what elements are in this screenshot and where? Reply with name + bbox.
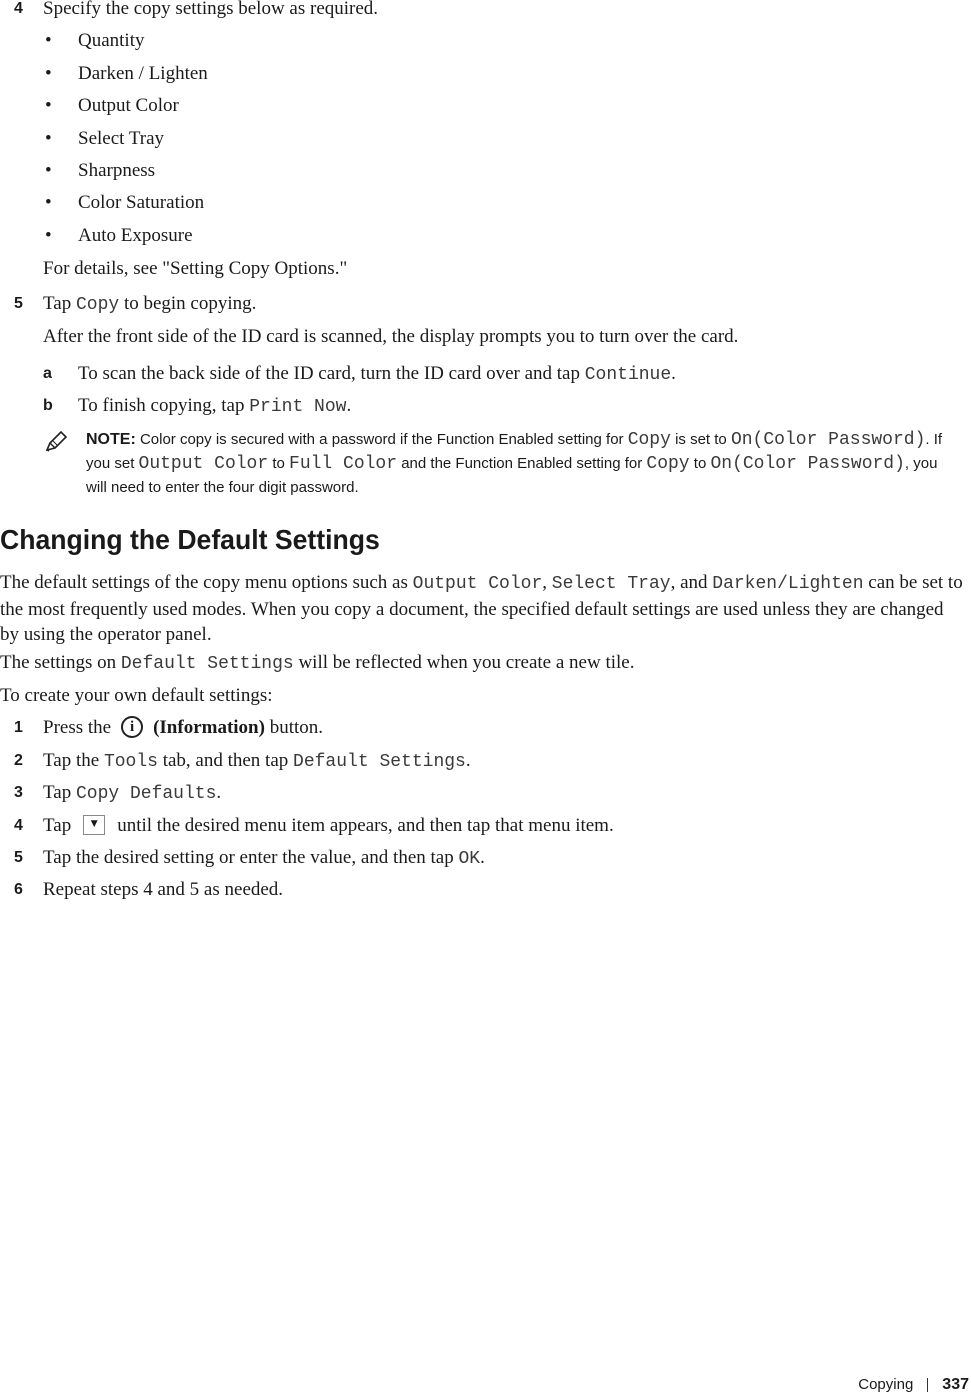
substep-text: To scan the back side of the ID card, turn the ID card over and tap Continue. — [78, 363, 676, 385]
step-explanation: After the front side of the ID card is scanned, the display prompts you to turn over the card. — [43, 326, 739, 347]
note-label: NOTE: — [86, 431, 136, 448]
section-heading: Changing the Default Settings — [0, 524, 380, 555]
bullet: • — [45, 63, 52, 84]
footer-divider — [927, 1378, 928, 1392]
substep-text: To finish copying, tap Print Now. — [78, 395, 352, 417]
step-number: 1 — [14, 719, 23, 736]
bullet: • — [45, 225, 52, 246]
step-number: 5 — [14, 295, 23, 312]
step-number: 3 — [14, 784, 23, 801]
step-text: Repeat steps 4 and 5 as needed. — [43, 879, 284, 900]
bullet: • — [45, 30, 52, 51]
paragraph: The default settings of the copy menu options such as Output Color, Select Tray, and Darken/Lighten can be set to the most frequently used modes. When you copy a document, the specified default settings are used unless they are changed by using the operator panel. — [0, 572, 963, 645]
paragraph: The settings on Default Settings will be reflected when you create a new tile. — [0, 652, 635, 674]
list-item: Sharpness — [78, 160, 156, 181]
bullet: • — [45, 192, 52, 213]
pencil-icon — [44, 431, 68, 453]
step-text: Press the i (Information) button. — [43, 717, 324, 738]
step-number: 4 — [14, 0, 23, 17]
step-number: 4 — [14, 817, 23, 834]
ui-command: Print Now — [249, 397, 347, 417]
list-item: Output Color — [78, 95, 179, 116]
step-text: Tap Copy to begin copying. — [43, 293, 257, 315]
bullet: • — [45, 95, 52, 116]
step-text: Tap the desired setting or enter the value, and then tap OK. — [43, 847, 485, 869]
note-box: NOTE: Color copy is secured with a password if the Function Enabled setting for Copy is set to On(Color Password). If you set Output Color to Full Color and the Function Enabled setting for Copy to On(Color Password), you will need to enter the four digit password. — [86, 430, 943, 496]
step-text: Specify the copy settings below as required. — [43, 0, 379, 19]
list-item: Darken / Lighten — [78, 63, 208, 84]
step-number: 5 — [14, 849, 23, 866]
paragraph: To create your own default settings: — [0, 685, 273, 706]
page-footer — [858, 1374, 969, 1396]
ui-command: Copy — [75, 295, 120, 315]
list-item: Auto Exposure — [78, 225, 193, 246]
scroll-down-button-icon: ▼ — [83, 815, 105, 835]
step-text: Tap the Tools tab, and then tap Default Settings. — [43, 750, 471, 772]
bullet: • — [45, 128, 52, 149]
bullet: • — [45, 160, 52, 181]
list-item: Select Tray — [78, 128, 165, 149]
substep-label: a — [43, 365, 52, 382]
details-reference: For details, see "Setting Copy Options." — [43, 258, 348, 279]
step-number: 6 — [14, 881, 23, 898]
step-text: Tap Copy Defaults. — [43, 782, 222, 804]
step-text: Tap ▼ until the desired menu item appears, and then tap that menu item. — [43, 815, 614, 836]
list-item: Color Saturation — [78, 192, 205, 213]
ui-command: Continue — [584, 365, 672, 385]
footer-section: Copying — [858, 1376, 914, 1393]
page-number: 337 — [942, 1376, 969, 1393]
substep-label: b — [43, 397, 53, 414]
information-icon: i — [121, 716, 143, 738]
step-number: 2 — [14, 752, 23, 769]
list-item: Quantity — [78, 30, 145, 51]
